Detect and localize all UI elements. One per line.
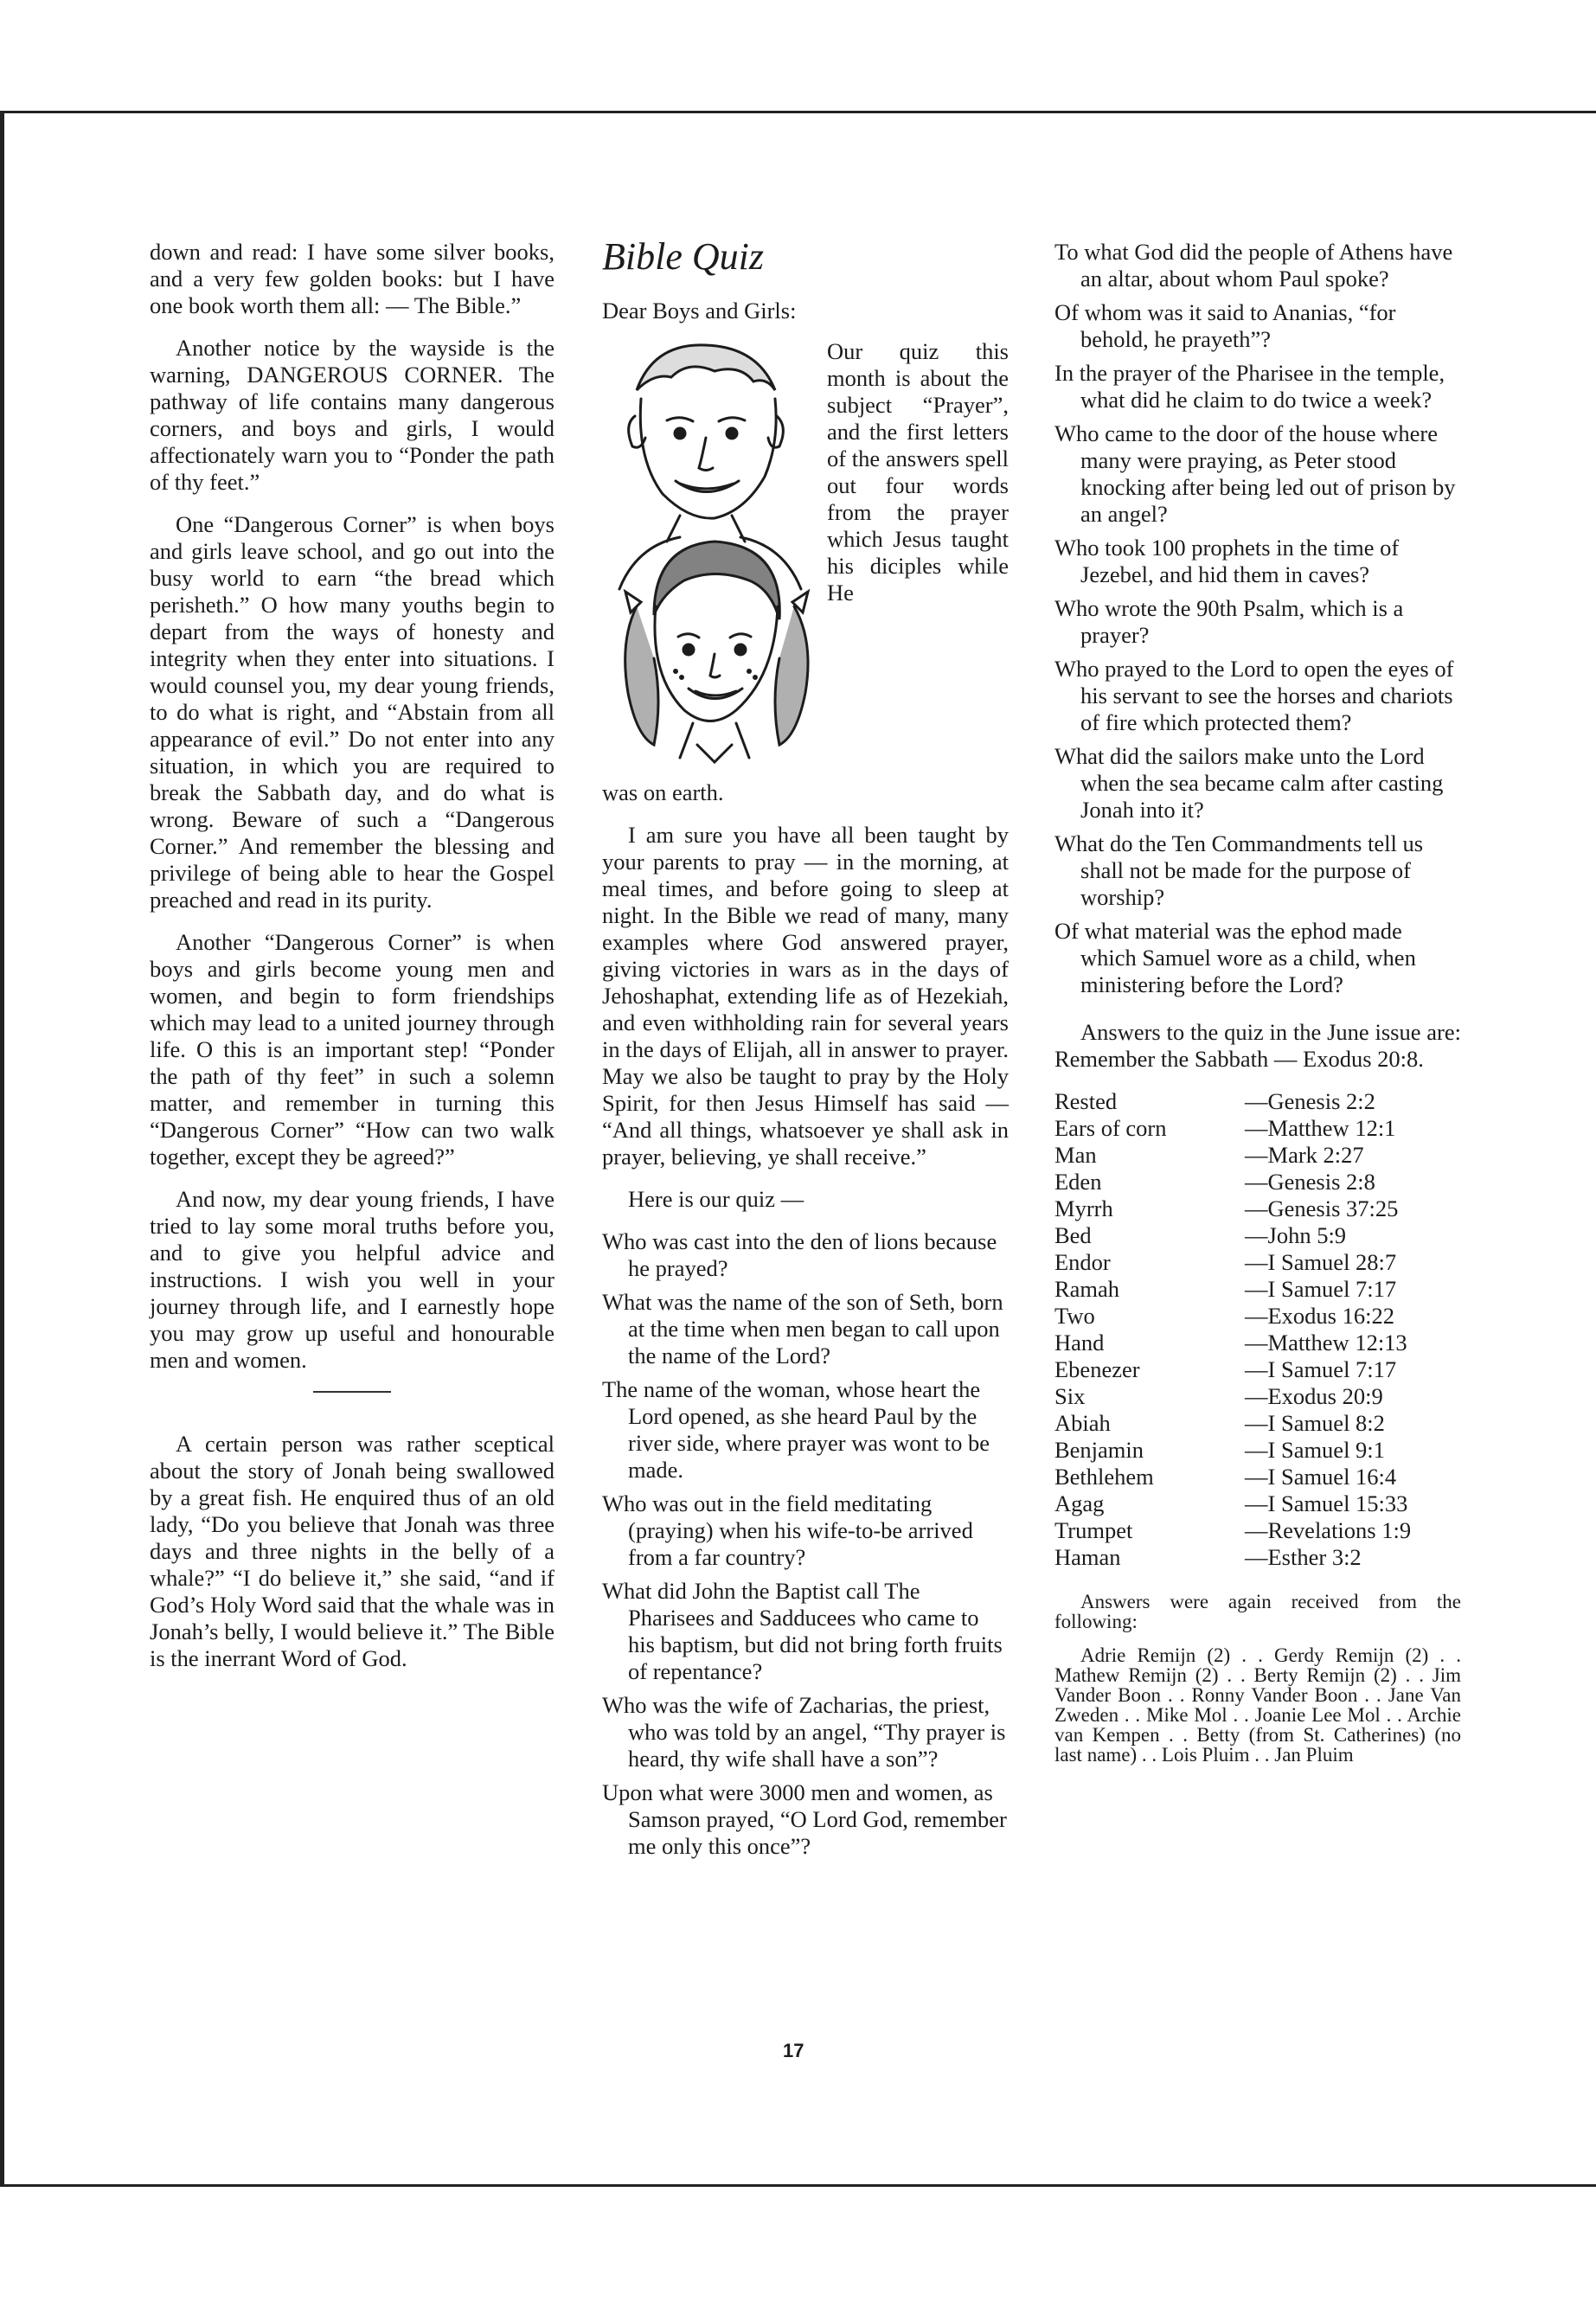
answer-word: Ramah [1054, 1276, 1120, 1302]
quiz-question: Of whom was it said to Ananias, “for behold, he prayeth”? [1054, 299, 1396, 352]
quiz-question: The name of the woman, whose heart the Lord opened, as she heard Paul by the river side, where prayer was wont to be made. [602, 1376, 990, 1483]
page-frame-left [0, 111, 4, 2187]
answer-reference: —I Samuel 9:1 [1245, 1437, 1385, 1463]
answer-word: Endor [1054, 1249, 1111, 1275]
quiz-question: Who was cast into the den of lions because he prayed? [602, 1228, 997, 1281]
answer-word: Rested [1054, 1088, 1118, 1114]
column-middle [602, 235, 1009, 1867]
quiz-question: Who was the wife of Zacharias, the priest, who was told by an angel, “Thy prayer is heard, thy wife shall have a son”? [602, 1692, 1006, 1772]
answer-reference: —I Samuel 8:2 [1245, 1410, 1385, 1436]
answer-reference: —Mark 2:27 [1245, 1142, 1364, 1168]
answer-reference: —Genesis 2:8 [1245, 1169, 1375, 1195]
answer-word: Haman [1054, 1544, 1121, 1570]
answer-reference: —I Samuel 15:33 [1245, 1490, 1408, 1516]
paragraph-jonah-anecdote: A certain person was rather sceptical about the story of Jonah being swallowed by a great fish. He enquired thus of an old lady, “Do you believe that Jonah was three days and three nights in the belly of a whale?” “I do believe it,” she said, “and if God’s Holy Word said that the whale was in Jonah’s belly, I would believe it.” The Bible is the inerrant Word of God. [150, 1431, 554, 1671]
answer-word: Hand [1054, 1330, 1105, 1356]
quiz-question: Who was out in the field meditating (praying) when his wife-to-be arrived from a far country? [602, 1490, 973, 1570]
answer-row [1054, 1169, 1461, 1195]
column-left [150, 239, 554, 1688]
answer-row [1054, 1115, 1461, 1142]
answer-reference: —Genesis 37:25 [1245, 1195, 1399, 1221]
children-illustration [602, 338, 818, 779]
answer-row [1054, 1330, 1461, 1356]
answer-row [1054, 1464, 1461, 1490]
answer-reference: —Exodus 16:22 [1245, 1303, 1394, 1329]
answer-row [1054, 1249, 1461, 1276]
answer-reference: —Genesis 2:2 [1245, 1088, 1375, 1114]
paragraph-prayer: I am sure you have all been taught by your parents to pray — in the morning, at meal times, and before going to sleep at night. In the Bible we read of many, many examples where God answered prayer, giving victories in wars as in the days of Jehoshaphat, extending life as of Hezekiah, and even withholding rain for several years in the days of Elijah, all in answer to prayer. May we also be taught to pray by the Holy Spirit, for then Jesus Himself has said — “And all things, whatsoever ye shall ask in prayer, believing, ye shall receive.” [602, 822, 1009, 1170]
quiz-question: Upon what were 3000 men and women, as Samson prayed, “O Lord God, remember me only this once”? [602, 1779, 1007, 1859]
quiz-question: What did John the Baptist call The Pharisees and Sadducees who came to his baptism, but did not bring forth fruits of repentance? [602, 1578, 1003, 1684]
quiz-question: Who prayed to the Lord to open the eyes of his servant to see the horses and chariots of fire which protected them? [1054, 656, 1454, 735]
salutation: Dear Boys and Girls: [602, 298, 797, 324]
page-frame-bottom [0, 2184, 1596, 2187]
answer-row [1054, 1410, 1461, 1437]
answer-reference: —Revelations 1:9 [1245, 1517, 1412, 1543]
quiz-question: What do the Ten Commandments tell us shall not be made for the purpose of worship? [1054, 830, 1424, 910]
answer-row [1054, 1142, 1461, 1169]
answer-row [1054, 1356, 1461, 1383]
quiz-title: Bible Quiz [602, 235, 764, 278]
answer-row [1054, 1517, 1461, 1544]
quiz-question: Who wrote the 90th Psalm, which is a prayer? [1054, 595, 1404, 648]
answer-row [1054, 1544, 1461, 1571]
quiz-question: Who came to the door of the house where many were praying, as Peter stood knocking after being led out of prison by an angel? [1054, 420, 1456, 527]
answer-reference: —I Samuel 28:7 [1245, 1249, 1397, 1275]
quiz-intro-text: Our quiz this month is about the subject “Prayer”, and the first letters of the answers spell out four words from the prayer which Jesus taught his diciples while He [827, 338, 1009, 606]
answer-reference: —John 5:9 [1245, 1222, 1347, 1248]
answer-reference: —Matthew 12:1 [1245, 1115, 1396, 1141]
answer-word: Agag [1054, 1490, 1105, 1516]
received-intro: Answers were again received from the following: [1054, 1591, 1461, 1632]
answer-word: Bethlehem [1054, 1464, 1154, 1490]
quiz-question: What did the sailors make unto the Lord when the sea became calm after casting Jonah into it? [1054, 743, 1444, 823]
answer-word: Myrrh [1054, 1195, 1113, 1221]
paragraph-leave-school: One “Dangerous Corner” is when boys and girls leave school, and go out into the busy world to earn “the bread which perisheth.” O how many youths begin to depart from the ways of honesty and integrity when they enter into situations. I would counsel you, my dear young friends, to do what is right, and “Abstain from all appearance of evil.” Do not enter into any situation, in which you are required to break the Sabbath day, and do what is wrong. Beware of such a “Dangerous Corner.” And remember the blessing and privilege of being able to hear the Gospel preached and read in its purity. [150, 511, 554, 913]
column-right [1054, 239, 1461, 1765]
answer-row [1054, 1437, 1461, 1464]
answer-row [1054, 1088, 1461, 1115]
answer-row [1054, 1195, 1461, 1222]
answer-reference: —I Samuel 7:17 [1245, 1276, 1397, 1302]
answer-word: Bed [1054, 1222, 1092, 1248]
page-frame-top [0, 111, 1596, 113]
boy-girl-drawing-icon [602, 338, 818, 771]
answer-word: Abiah [1054, 1410, 1111, 1436]
answer-reference: —I Samuel 7:17 [1245, 1356, 1397, 1382]
answer-row [1054, 1303, 1461, 1330]
paragraph-books: down and read: I have some silver books, and a very few golden books: but I have one book worth them all: — The Bible.” [150, 239, 554, 318]
page-number: 17 [783, 2040, 804, 2061]
answer-row [1054, 1276, 1461, 1303]
section-divider [313, 1391, 391, 1393]
intro-block [602, 338, 1009, 779]
answer-row [1054, 1490, 1461, 1517]
quiz-intro-tail: was on earth. [602, 779, 724, 805]
answer-word: Benjamin [1054, 1437, 1144, 1463]
answers-list [1054, 1088, 1461, 1571]
answer-word: Ebenezer [1054, 1356, 1140, 1382]
answer-word: Man [1054, 1142, 1097, 1168]
answer-word: Ears of corn [1054, 1115, 1167, 1141]
quiz-start-label: Here is our quiz — [628, 1186, 804, 1212]
answer-word: Two [1054, 1303, 1095, 1329]
answers-intro: Answers to the quiz in the June issue are: Remember the Sabbath — Exodus 20:8. [1054, 1019, 1461, 1072]
quiz-question: To what God did the people of Athens have an altar, about whom Paul spoke? [1054, 239, 1453, 292]
answer-row [1054, 1222, 1461, 1249]
received-names: Adrie Remijn (2) . . Gerdy Remijn (2) . . Mathew Remijn (2) . . Berty Remijn (2) . . Jim Vander Boon . . Ronny Vander Boon . . Jane Van Zweden . . Mike Mol . . Joanie Lee Mol . . Archie van Kempen . . Betty (from St. Catherines) (no last name) . . Lois Pluim . . Jan Pluim [1054, 1644, 1461, 1766]
answer-reference: —Esther 3:2 [1245, 1544, 1362, 1570]
paragraph-friendships: Another “Dangerous Corner” is when boys and girls become young men and women, and begin to form friendships which may lead to a united journey through life. O this is an important step! “Ponder the path of thy feet” in such a solemn matter, and remember in turning this “Dangerous Corner” “How can two walk together, except they be agreed?” [150, 929, 554, 1170]
answer-reference: —Matthew 12:13 [1245, 1330, 1407, 1356]
quiz-question: Who took 100 prophets in the time of Jezebel, and hid them in caves? [1054, 535, 1400, 587]
answer-reference: —I Samuel 16:4 [1245, 1464, 1397, 1490]
answer-row [1054, 1383, 1461, 1410]
answer-word: Eden [1054, 1169, 1102, 1195]
answer-reference: —Exodus 20:9 [1245, 1383, 1383, 1409]
quiz-question: What was the name of the son of Seth, born at the time when men began to call upon the name of the Lord? [602, 1289, 1003, 1368]
paragraph-closing: And now, my dear young friends, I have tried to lay some moral truths before you, and to give you helpful advice and instructions. I wish you well in your journey through life, and I earnestly hope you may grow up useful and honourable men and women. [150, 1186, 554, 1373]
answer-word: Six [1054, 1383, 1086, 1409]
paragraph-dangerous-corner: Another notice by the wayside is the warning, DANGEROUS CORNER. The pathway of life contains many dangerous corners, and boys and girls, I would affectionately warn you to “Ponder the path of thy feet.” [150, 335, 554, 495]
answer-word: Trumpet [1054, 1517, 1133, 1543]
quiz-question: In the prayer of the Pharisee in the temple, what did he claim to do twice a week? [1054, 360, 1445, 413]
quiz-question: Of what material was the ephod made which Samuel wore as a child, when ministering before the Lord? [1054, 918, 1416, 997]
